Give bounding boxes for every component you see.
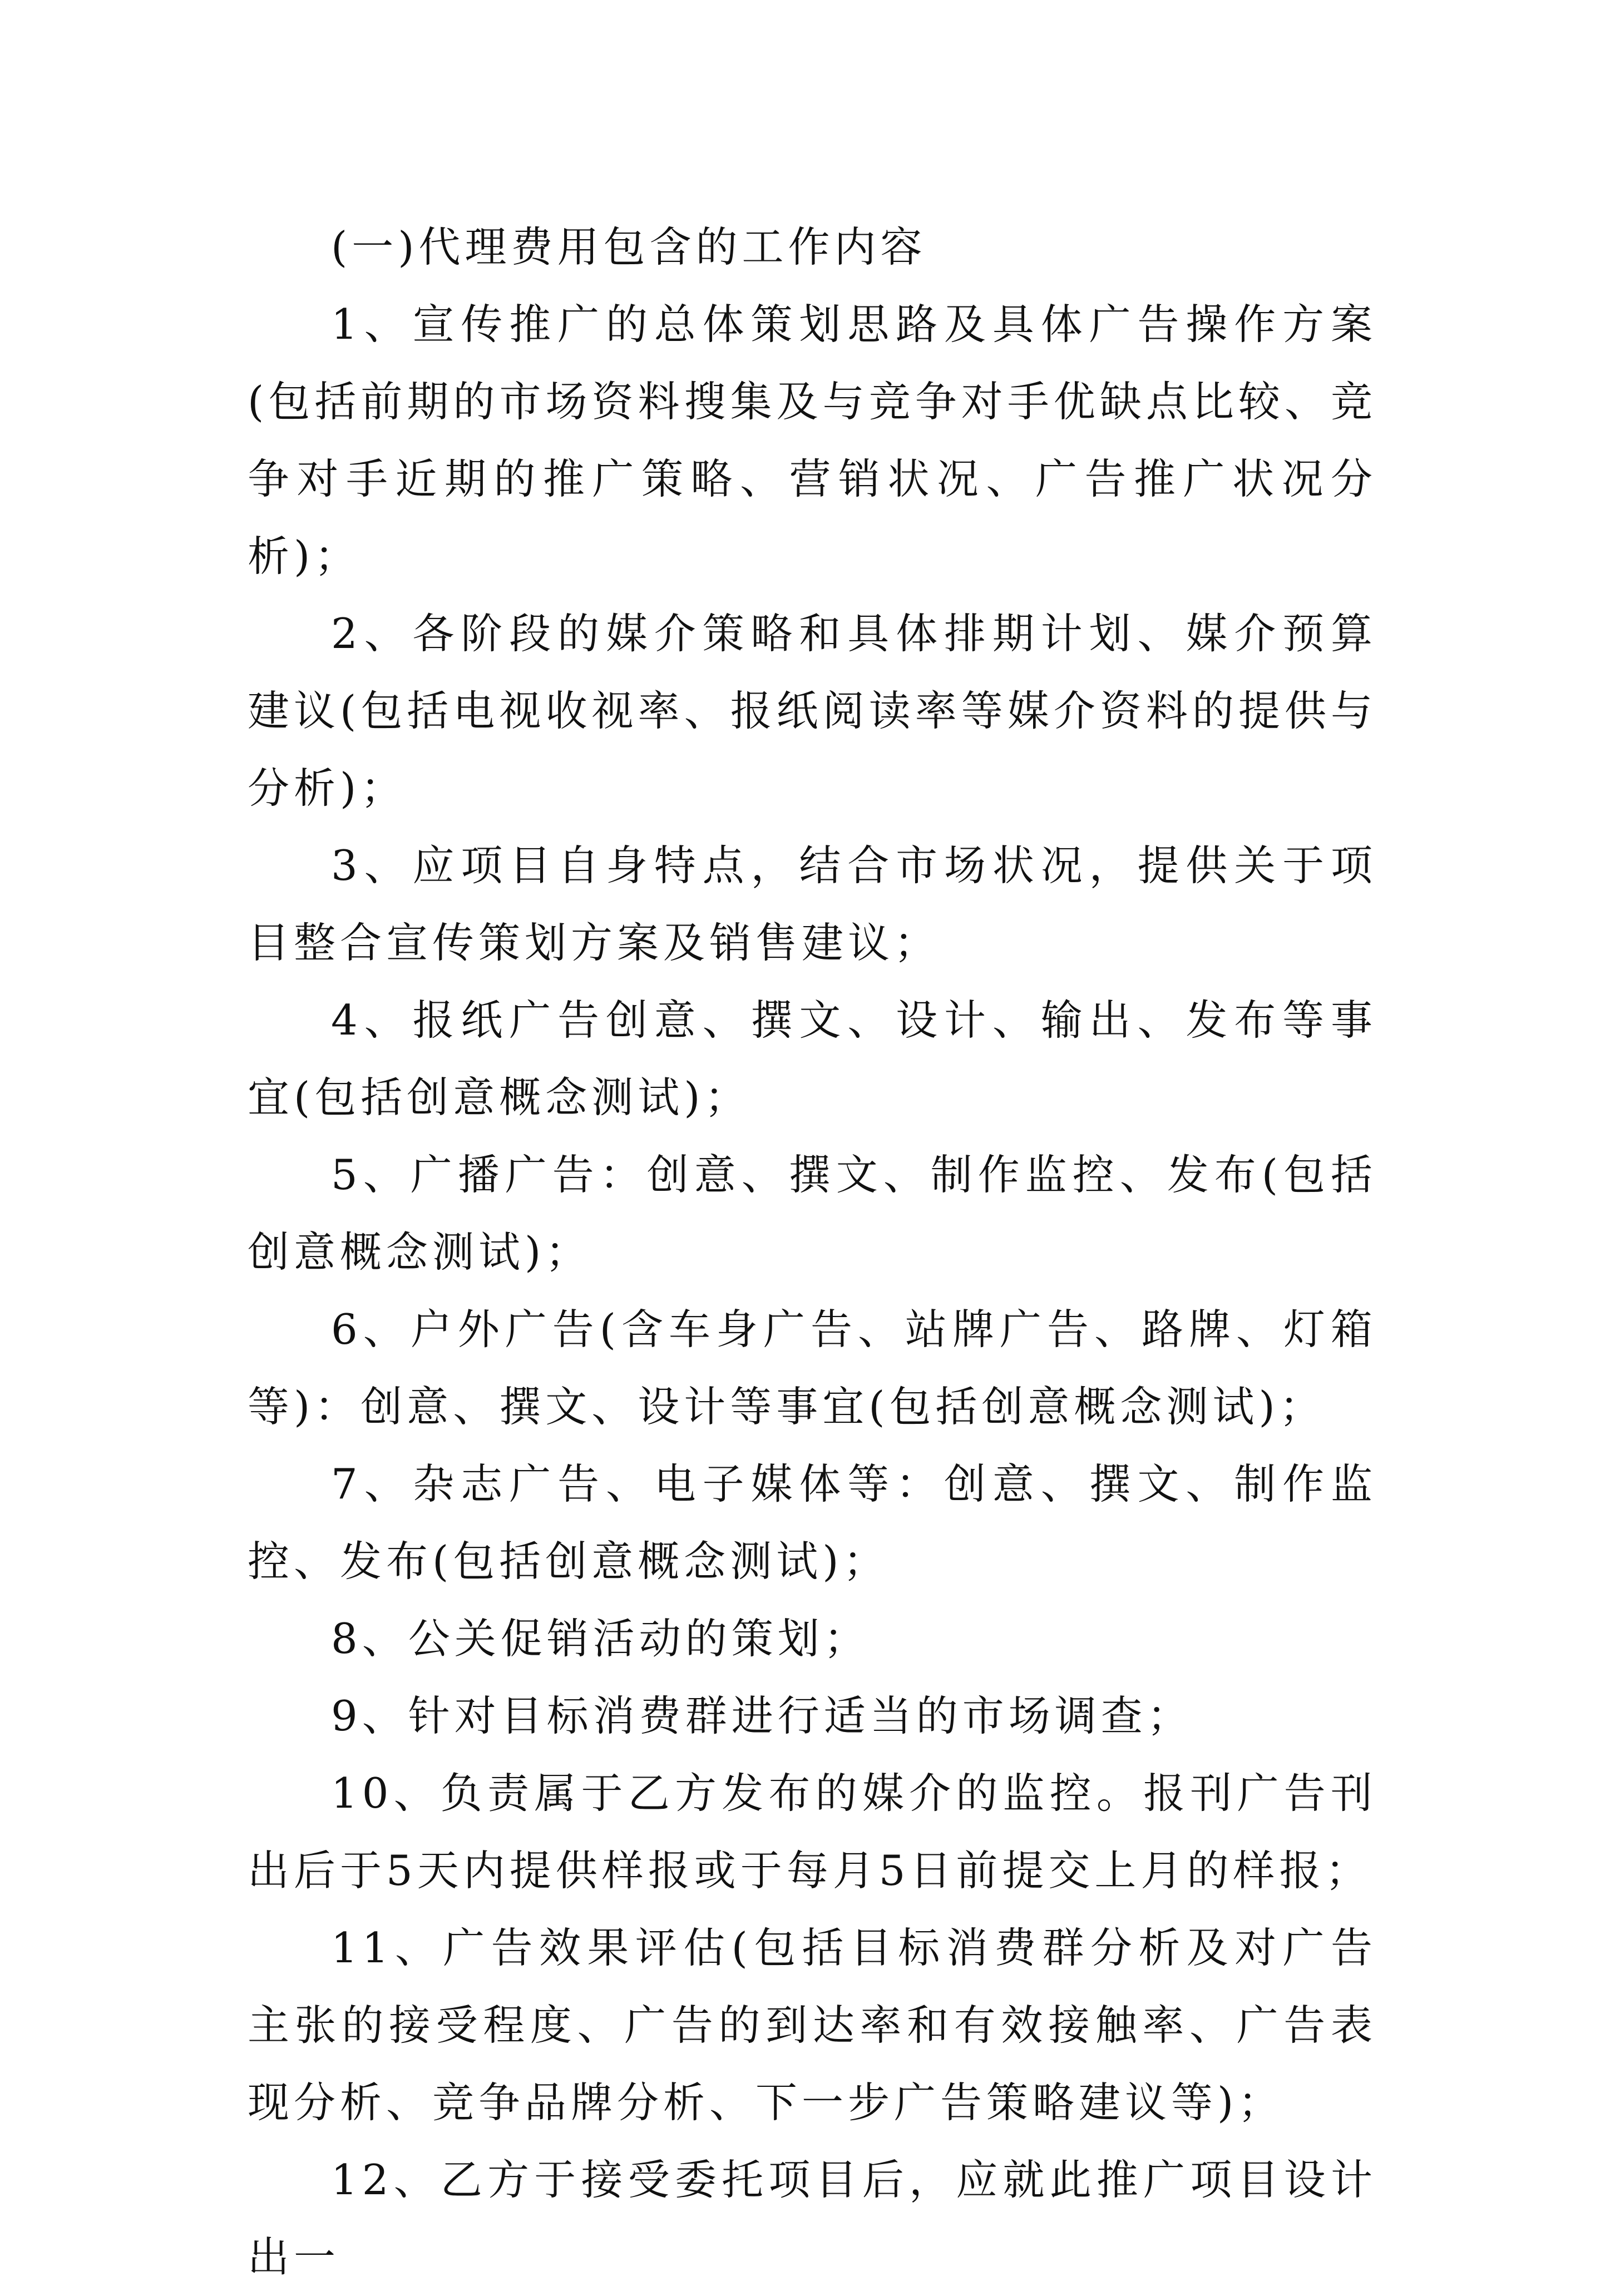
list-item-10: 10、负责属于乙方发布的媒介的监控。报刊广告刊出后于5天内提供样报或于每月5日前提交上月的样报； [248,1769,1377,1895]
list-item-2: 2、各阶段的媒介策略和具体排期计划、媒介预算建议(包括电视收视率、报纸阅读率等媒介资料的提供与分析)； [248,609,1377,813]
list-item-5: 5、广播广告：创意、撰文、制作监控、发布(包括创意概念测试)； [248,1150,1377,1276]
section-heading: (一)代理费用包含的工作内容 [331,222,927,271]
list-item-7: 7、杂志广告、电子媒体等：创意、撰文、制作监控、发布(包括创意概念测试)； [248,1459,1377,1586]
list-item-6: 6、户外广告(含车身广告、站牌广告、路牌、灯箱等)：创意、撰文、设计等事宜(包括创意概念测试)； [248,1305,1377,1431]
list-item-8: 8、公关促销活动的策划； [331,1614,870,1663]
list-item-3: 3、应项目自身特点，结合市场状况，提供关于项目整合宣传策划方案及销售建议； [248,841,1377,967]
list-item-12: 12、乙方于接受委托项目后，应就此推广项目设计出一 [248,2155,1377,2282]
list-item-1: 1、宣传推广的总体策划思路及具体广告操作方案(包括前期的市场资料搜集及与竞争对手优缺点比较、竞争对手近期的推广策略、营销状况、广告推广状况分析)； [248,300,1377,581]
document-body [248,209,1377,2296]
list-item-4: 4、报纸广告创意、撰文、设计、输出、发布等事宜(包括创意概念测试)； [248,996,1377,1122]
list-item-9: 9、针对目标消费群进行适当的市场调查； [331,1691,1193,1740]
list-item-11: 11、广告效果评估(包括目标消费群分析及对广告主张的接受程度、广告的到达率和有效接触率、广告表现分析、竞争品牌分析、下一步广告策略建议等)； [248,1923,1377,2127]
